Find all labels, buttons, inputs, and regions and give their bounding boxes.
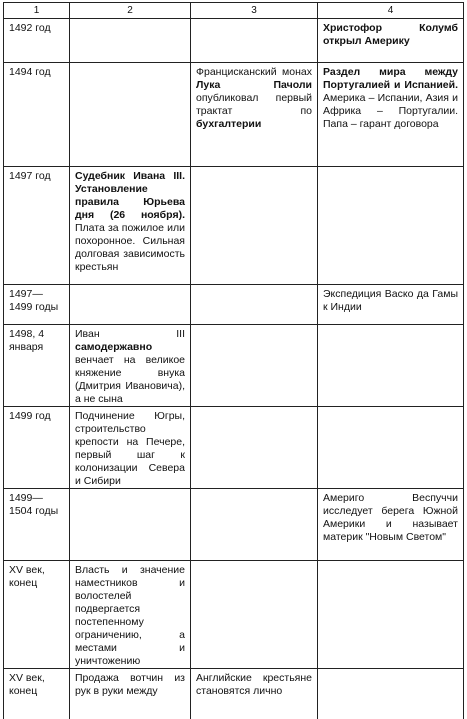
event-cell-c3 xyxy=(191,63,318,167)
header-col-3: 3 xyxy=(191,3,318,19)
event-cell-c4 xyxy=(318,167,464,285)
text-segment: опубликовал первый трактат по xyxy=(196,92,312,117)
event-cell-c3 xyxy=(191,489,318,561)
date-cell: 1497 год xyxy=(4,167,70,285)
text-segment: венчает на великое княжение внука (Дмитрия Ивановича), а не сына xyxy=(75,354,185,405)
text-segment: Английские крестьяне становятся лично xyxy=(196,672,312,697)
table-row xyxy=(4,167,464,285)
text-segment: Раздел мира между Португалией и Испанией. xyxy=(323,66,458,91)
event-cell-c2 xyxy=(70,63,191,167)
date-cell: XV век, конец xyxy=(4,561,70,669)
event-cell-c4 xyxy=(318,561,464,669)
text-segment: Америго Веспуччи исследует берега Южной Америки и называет материк "Новым Светом" xyxy=(323,492,458,543)
event-cell-c4 xyxy=(318,669,464,719)
text-segment: Экспедиция Васко да Гамы к Индии xyxy=(323,288,458,313)
event-cell-c2 xyxy=(70,669,191,719)
event-cell-c4 xyxy=(318,19,464,63)
date-cell: 1499 год xyxy=(4,407,70,489)
date-cell: 1498, 4 января xyxy=(4,325,70,407)
text-segment: самодержавно xyxy=(75,341,153,353)
header-col-1: 1 xyxy=(4,3,70,19)
event-cell-c4 xyxy=(318,407,464,489)
event-cell-c3 xyxy=(191,561,318,669)
event-cell-c3 xyxy=(191,669,318,719)
event-cell-c4 xyxy=(318,63,464,167)
table-row xyxy=(4,325,464,407)
event-cell-c3 xyxy=(191,285,318,325)
table-row xyxy=(4,19,464,63)
text-segment: Подчинение Югры, строительство крепости на Печере, первый шаг к колонизации Севера и Сибири xyxy=(75,410,185,487)
date-cell: XV век, конец xyxy=(4,669,70,719)
header-row xyxy=(4,3,464,19)
text-segment: Францисканский монах xyxy=(196,66,312,78)
event-cell-c3 xyxy=(191,325,318,407)
event-cell-c2 xyxy=(70,489,191,561)
event-cell-c4 xyxy=(318,325,464,407)
table-row xyxy=(4,669,464,719)
table-body xyxy=(4,19,464,719)
table-row xyxy=(4,489,464,561)
text-segment: Продажа вотчин из рук в руки между xyxy=(75,672,185,697)
table-row xyxy=(4,561,464,669)
event-cell-c4 xyxy=(318,489,464,561)
text-segment: Плата за пожилое или похоронное. Сильная долговая зависимость крестьян xyxy=(75,222,185,273)
text-segment: Иван III xyxy=(75,328,185,340)
text-segment: Судебник Ивана III. Установление правила Юрьева дня (26 ноября). xyxy=(75,170,185,221)
text-segment: Америка – Испании, Азия и Африка – Португалии. Папа – гарант договора xyxy=(323,92,458,130)
text-segment: Христофор Колумб открыл Америку xyxy=(323,22,458,47)
event-cell-c2 xyxy=(70,325,191,407)
header-col-4: 4 xyxy=(318,3,464,19)
date-cell: 1492 год xyxy=(4,19,70,63)
date-cell: 1499—1504 годы xyxy=(4,489,70,561)
table-row xyxy=(4,285,464,325)
text-segment: Лука Пачоли xyxy=(196,79,312,91)
text-segment: Власть и значение наместников и волостелей подвергается постепенному ограничению, а местами и уничтожению xyxy=(75,564,185,667)
date-cell: 1497—1499 годы xyxy=(4,285,70,325)
event-cell-c2 xyxy=(70,407,191,489)
text-segment: бухгалтерии xyxy=(196,118,262,130)
table-row xyxy=(4,407,464,489)
event-cell-c4 xyxy=(318,285,464,325)
event-cell-c3 xyxy=(191,167,318,285)
table-row xyxy=(4,63,464,167)
chronology-table xyxy=(3,2,464,719)
event-cell-c2 xyxy=(70,167,191,285)
event-cell-c2 xyxy=(70,561,191,669)
event-cell-c3 xyxy=(191,407,318,489)
date-cell: 1494 год xyxy=(4,63,70,167)
event-cell-c3 xyxy=(191,19,318,63)
header-col-2: 2 xyxy=(70,3,191,19)
event-cell-c2 xyxy=(70,285,191,325)
event-cell-c2 xyxy=(70,19,191,63)
